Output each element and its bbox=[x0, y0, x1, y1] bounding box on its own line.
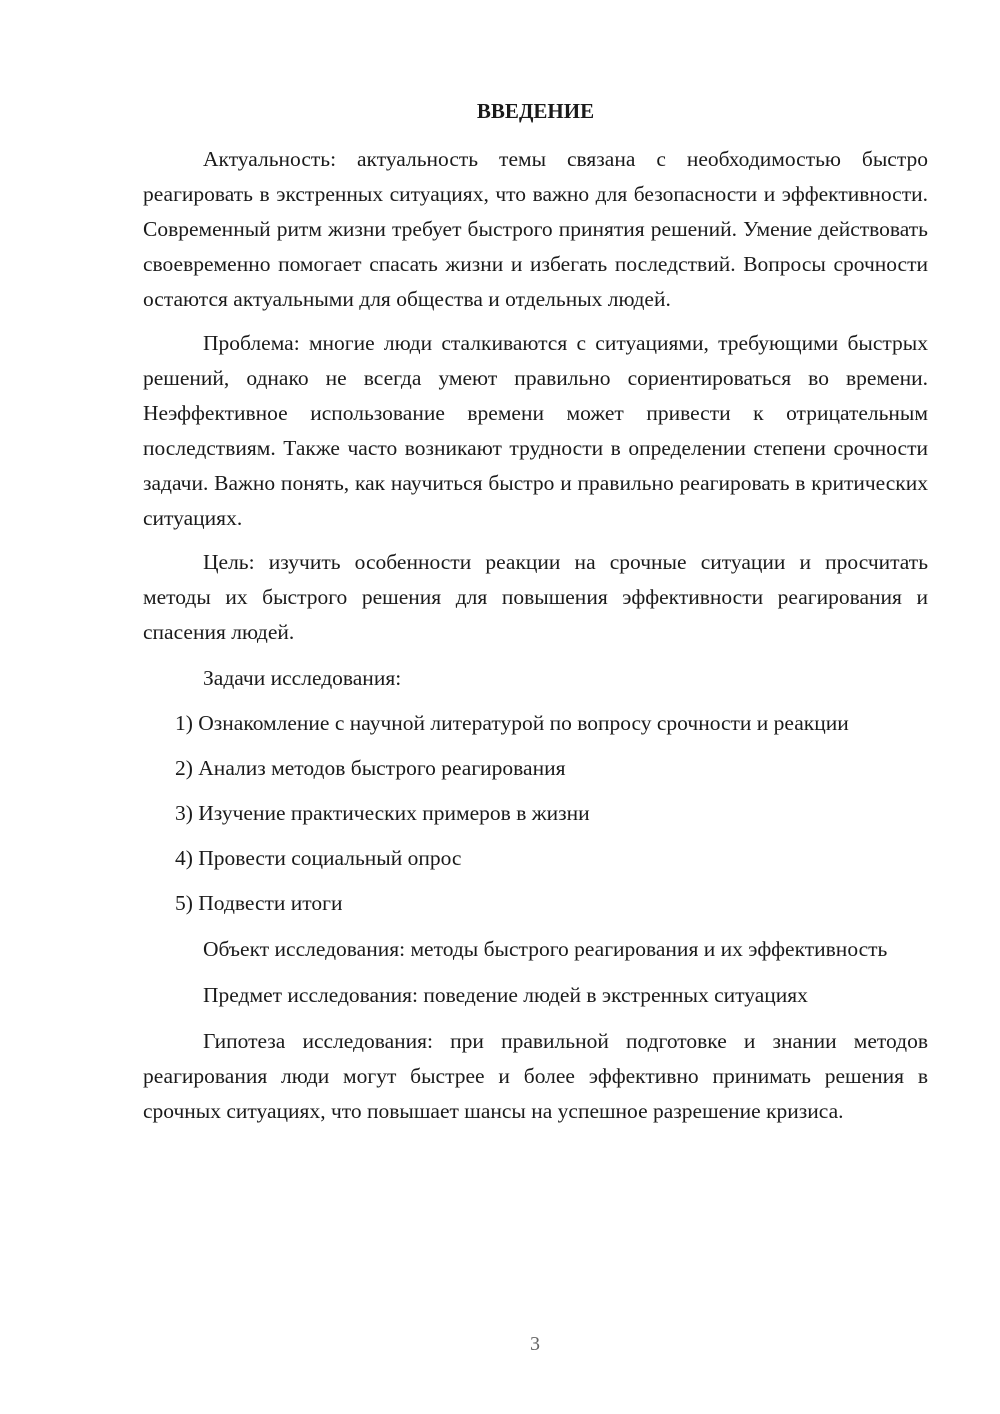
paragraph-problem: Проблема: многие люди сталкиваются с ситуациями, требующими быстрых решений, однако не всегда умеют правильно сориентироваться во времени. Неэффективное использование времени может привести к отрицательным последствиям. Также часто возникают трудности в определении степени срочности задачи. Важно понять, как научиться быстро и правильно реагировать в критических ситуациях. bbox=[143, 331, 928, 530]
task-item: 1) Ознакомление с научной литературой по вопросу срочности и реакции bbox=[175, 711, 849, 735]
tasks-heading: Задачи исследования: bbox=[203, 666, 402, 690]
page-number: 3 bbox=[530, 1333, 540, 1355]
task-item: 5) Подвести итоги bbox=[175, 891, 343, 915]
paragraph-subject: Предмет исследования: поведение людей в экстренных ситуациях bbox=[203, 983, 808, 1007]
page-content bbox=[143, 94, 928, 1129]
task-item: 2) Анализ методов быстрого реагирования bbox=[175, 756, 566, 780]
task-item: 4) Провести социальный опрос bbox=[175, 846, 462, 870]
section-title: ВВЕДЕНИЕ bbox=[476, 99, 595, 123]
tasks-list bbox=[143, 706, 928, 921]
paragraph-relevance: Актуальность: актуальность темы связана с необходимостью быстро реагировать в экстренных ситуациях, что важно для безопасности и эффективности. Современный ритм жизни требует быстрого принятия решений. Умение действовать своевременно помогает спасать жизни и избегать последствий. Вопросы срочности остаются актуальными для общества и отдельных людей. bbox=[143, 147, 928, 311]
paragraph-goal: Цель: изучить особенности реакции на срочные ситуации и просчитать методы их быстрого решения для повышения эффективности реагирования и спасения людей. bbox=[143, 550, 928, 644]
task-item: 3) Изучение практических примеров в жизни bbox=[175, 801, 590, 825]
paragraph-object: Объект исследования: методы быстрого реагирования и их эффективность bbox=[203, 937, 888, 961]
paragraph-hypothesis: Гипотеза исследования: при правильной подготовке и знании методов реагирования люди могут быстрее и более эффективно принимать решения в срочных ситуациях, что повышает шансы на успешное разрешение кризиса. bbox=[143, 1029, 928, 1123]
